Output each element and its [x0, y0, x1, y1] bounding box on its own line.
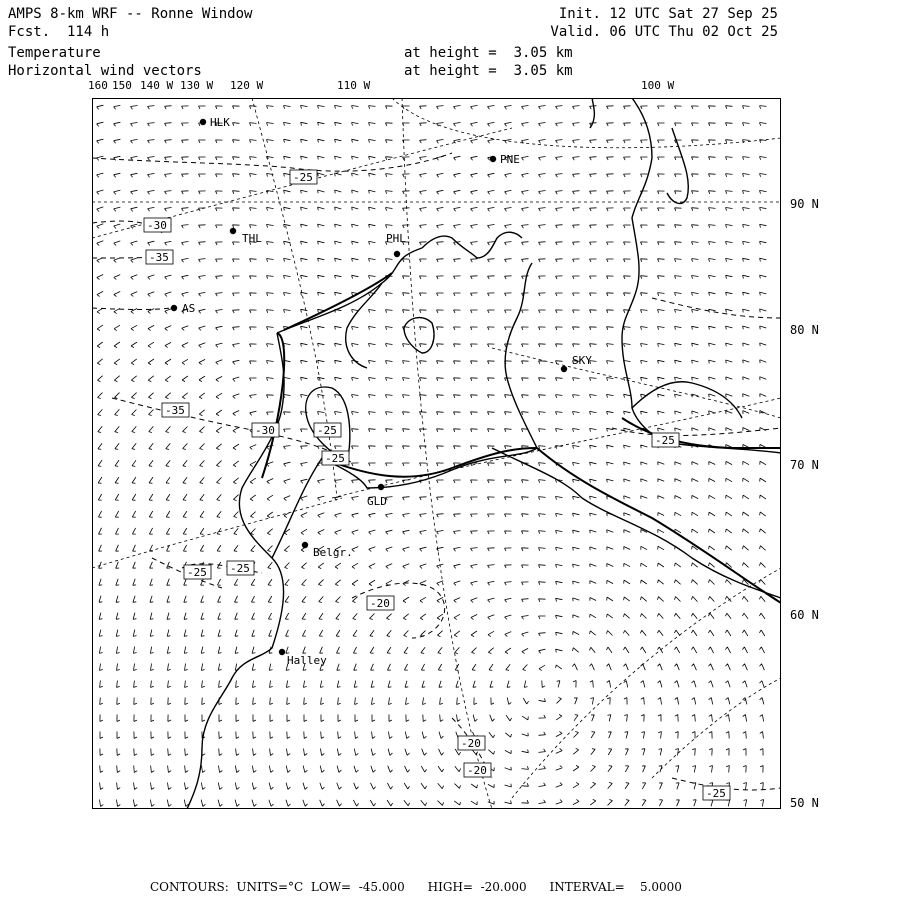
station-label-gld: GLD: [367, 495, 387, 508]
station-label-halley: Halley: [287, 654, 327, 667]
contour-label-text: -20: [370, 597, 390, 610]
station-label-phl: PHL: [386, 232, 406, 245]
contour-label-text: -25: [293, 171, 313, 184]
height-temperature: at height = 3.05 km: [404, 45, 573, 61]
station-label-sky: SKY: [572, 354, 592, 367]
legend-units: UNITS=°C: [236, 880, 304, 894]
lon-label-100w: 100 W: [641, 79, 675, 92]
station-label-thl: THL: [242, 232, 262, 245]
map-panel: [92, 98, 781, 809]
contour-label: [322, 451, 349, 465]
contour-label-text: -35: [149, 251, 169, 264]
station-label-as: AS: [182, 302, 196, 315]
field-wind-vectors: Horizontal wind vectors: [8, 63, 202, 79]
forecast-hour: Fcst. 114 h: [8, 24, 110, 40]
valid-time: Valid. 06 UTC Thu 02 Oct 25: [550, 24, 778, 40]
lon-label-110w: 110 W: [337, 79, 371, 92]
station-label-pne: PNE: [500, 153, 520, 166]
contour-label-text: -30: [255, 424, 275, 437]
legend-contours: CONTOURS:: [150, 880, 229, 894]
lat-label-60n: 60 N: [790, 608, 819, 622]
contour-label-text: -20: [461, 737, 481, 750]
contour-label-text: -20: [467, 764, 487, 777]
lon-label-140w: 140 W: [140, 79, 174, 92]
legend-interval: INTERVAL= 5.0000: [549, 880, 682, 894]
lat-label-70n: 70 N: [790, 458, 819, 472]
contour-label-text: -25: [325, 452, 345, 465]
contour-label: [146, 250, 173, 264]
init-time: Init. 12 UTC Sat 27 Sep 25: [558, 6, 778, 22]
lat-label-50n: 50 N: [790, 796, 819, 810]
lat-label-90n: 90 N: [790, 197, 819, 211]
contour-label: [703, 786, 730, 800]
contour-label-text: -25: [317, 424, 337, 437]
contour-label: [252, 423, 279, 437]
contour-label: [314, 423, 341, 437]
lon-label-150: 150: [112, 79, 132, 92]
map-title: AMPS 8-km WRF -- Ronne Window: [8, 6, 253, 22]
contour-label-text: -25: [187, 566, 207, 579]
lon-label-160: 160: [88, 79, 108, 92]
contour-label: [227, 561, 254, 575]
contour-label: [144, 218, 171, 232]
contour-label: [367, 596, 394, 610]
contour-label-text: -30: [147, 219, 167, 232]
contour-label-text: -35: [165, 404, 185, 417]
contour-label-text: -25: [655, 434, 675, 447]
contour-label-text: -25: [230, 562, 250, 575]
contour-label: [162, 403, 189, 417]
map-frame: [93, 99, 781, 809]
contour-label: [464, 763, 491, 777]
lon-label-130w: 130 W: [180, 79, 214, 92]
contour-label: [184, 565, 211, 579]
contour-label-text: -25: [706, 787, 726, 800]
contour-label: [290, 170, 317, 184]
legend-low: LOW= -45.000: [310, 880, 405, 894]
field-temperature: Temperature: [8, 45, 101, 61]
legend-high: HIGH= -20.000: [427, 880, 527, 894]
station-label-hlk: HLK: [210, 116, 230, 129]
station-label-belgrano: Belgr.: [313, 546, 353, 559]
contour-legend: [150, 880, 682, 894]
height-wind: at height = 3.05 km: [404, 63, 573, 79]
contour-label: [458, 736, 485, 750]
lat-label-80n: 80 N: [790, 323, 819, 337]
lon-label-120w: 120 W: [230, 79, 264, 92]
contour-label: [652, 433, 679, 447]
